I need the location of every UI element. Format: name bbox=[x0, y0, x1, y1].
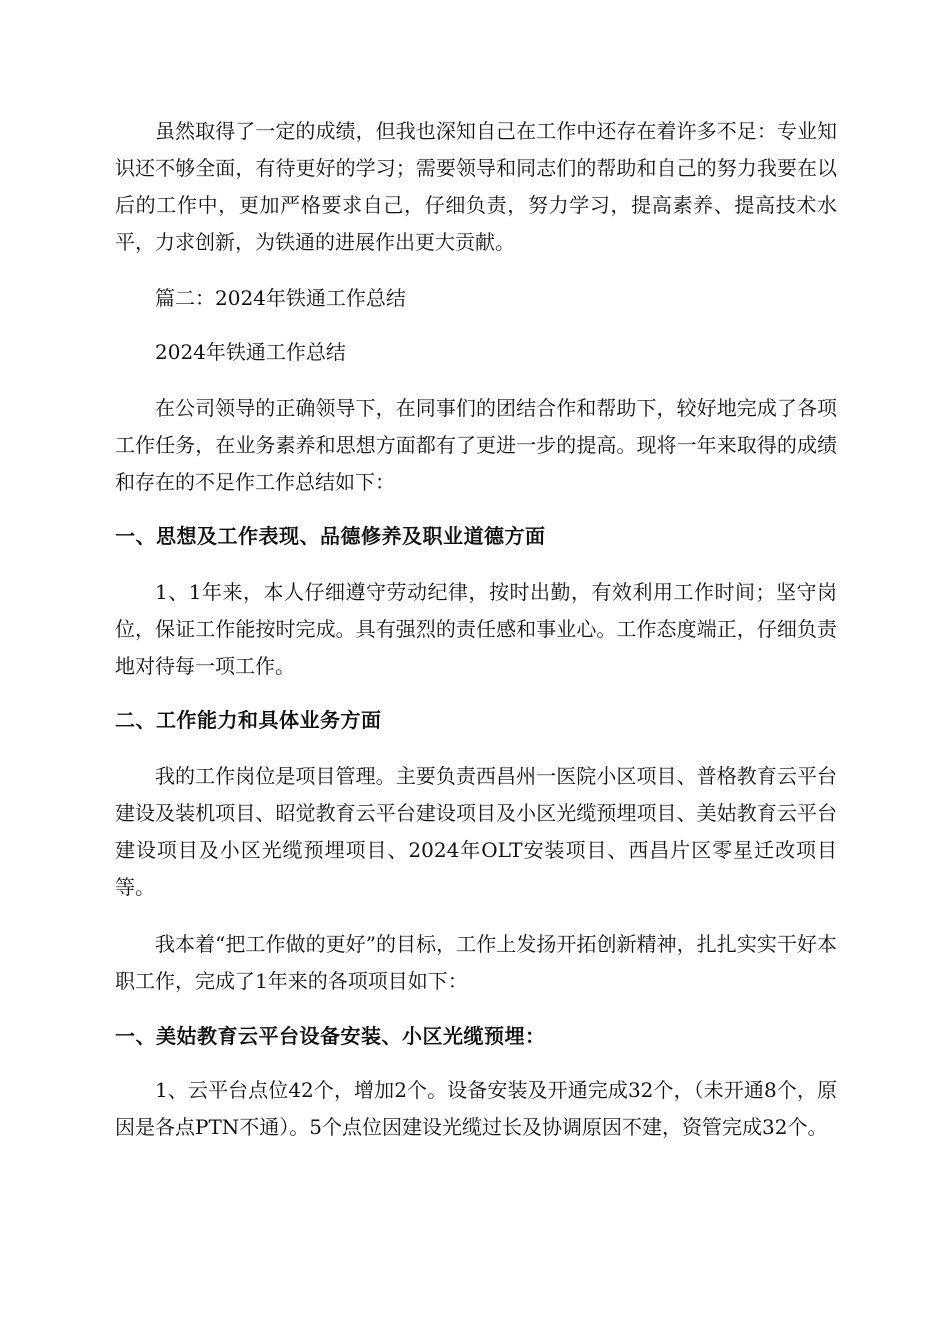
heading-meigu-project: 一、美姑教育云平台设备安装、小区光缆预埋： bbox=[115, 1024, 546, 1048]
paragraph-section-label: 篇二：2024年铁通工作总结 bbox=[155, 286, 406, 310]
paragraph-goal: 我本着“把工作做的更好”的目标，工作上发扬开拓创新精神，扎扎实实干好本职工作，完成了1年来的各项项目如下： bbox=[115, 932, 837, 993]
heading-conduct: 一、思想及工作表现、品德修养及职业道德方面 bbox=[115, 524, 546, 548]
paragraph-job-position: 我的工作岗位是项目管理。主要负责西昌州一医院小区项目、普格教育云平台建设及装机项目、昭觉教育云平台建设项目及小区光缆预埋项目、美姑教育云平台建设项目及小区光缆预埋项目、2024年OLT安装项目、西昌片区零星迁改项目等。 bbox=[115, 764, 837, 899]
paragraph-intro: 在公司领导的正确领导下，在同事们的团结合作和帮助下，较好地完成了各项工作任务，在业务素养和思想方面都有了更进一步的提高。现将一年来取得的成绩和存在的不足作工作总结如下： bbox=[115, 396, 837, 494]
heading-ability: 二、工作能力和具体业务方面 bbox=[115, 708, 382, 732]
paragraph-conduct: 1、1年来，本人仔细遵守劳动纪律，按时出勤，有效利用工作时间；坚守岗位，保证工作能按时完成。具有强烈的责任感和事业心。工作态度端正，仔细负责地对待每一项工作。 bbox=[115, 580, 837, 678]
paragraph-cloud-platform: 1、云平台点位42个，增加2个。设备安装及开通完成32个，（未开通8个，原因是各点PTN不通）。5个点位因建设光缆过长及协调原因不建，资管完成32个。 bbox=[115, 1078, 837, 1139]
document-title: 2024年铁通工作总结 bbox=[155, 340, 346, 364]
paragraph-insufficiency: 虽然取得了一定的成绩，但我也深知自己在工作中还存在着许多不足：专业知识还不够全面，有待更好的学习；需要领导和同志们的帮助和自己的努力我要在以后的工作中，更加严格要求自己，仔细负责，努力学习，提高素养、提高技术水平，力求创新，为铁通的进展作出更大贡献。 bbox=[115, 119, 837, 254]
